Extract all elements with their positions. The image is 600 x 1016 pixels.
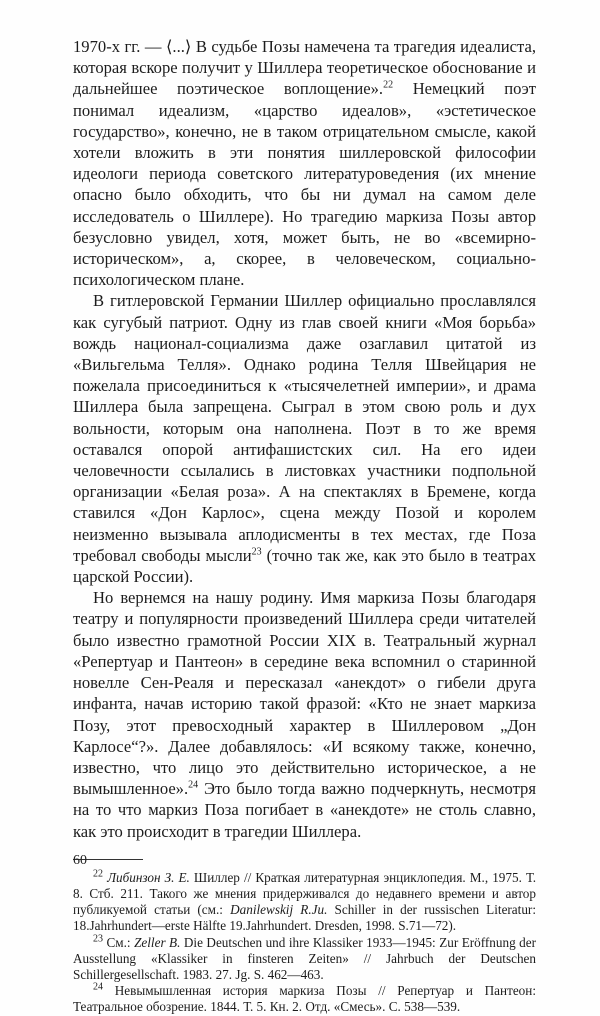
page-number: 60	[73, 853, 87, 868]
author-name: Либинзон З. Е.	[107, 869, 190, 885]
main-text	[73, 36, 536, 842]
footnote-ref[interactable]: 24	[188, 779, 199, 791]
footnote-number: 23	[93, 933, 103, 945]
footnote: $^{24}$ Невымышленная история маркиза Позы // Репертуар и Пантеон: Театральное обозрение. 1844. Т. 5. Кн. 2. Отд. «Смесь». С. 538—539.	[73, 981, 537, 1015]
footnotes	[73, 870, 536, 1016]
footnote-ref[interactable]: 23	[251, 546, 262, 558]
paragraph: 1970-х гг. — ⟨...⟩ В судьбе Позы намечена та трагедия идеалиста, которая вскоре получит у Шиллера теоретическое обоснование и дальнейшее поэтическое воплощение».$^{22}$ Немецкий поэт понимал идеализм, «царство идеалов», «эстетическое государство», конечно, не в таком отрицательном смысле, какой хотели вложить в эти понятия шиллеровской философии идеологи периода советского литературоведения (их мнение опасно было обходить, что бы ни думал на самом деле исследователь о Шиллере). Но трагедию маркиза Позы автор безусловно увидел, хотя, может быть, не во «всемирно-историческом», а, скорее, в человеческом, социально-психологическом плане.	[73, 37, 536, 290]
author-name: Danilewskij R.Ju.	[230, 902, 328, 918]
footnote-number: 22	[93, 868, 103, 880]
footnote-number: 24	[93, 981, 103, 993]
footnote: $^{22}$ Либинзон З. Е. Шиллер // Краткая литературная энциклопедия. М., 1975. Т. 8. Стб. 211. Такого же мнения придерживался до недавнего времени и автор публикуемой статьи (см.: Danilewskij R.Ju. Schiller in der russischen Literatur: 18.Jahrhundert—erste Hälfte 19.Jahrhundert. Dresden, 1998. S.71—72).	[73, 868, 536, 934]
paragraph: Но вернемся на нашу родину. Имя маркиза Позы благодаря театру и популярности произведений Шиллера среди читателей было известно грамотной России XIX в. Театральный журнал «Репертуар и Пантеон» в середине века вспомнил о старинной новелле Сен-Реаля и пересказал «анекдот» о гибели друга инфанта, начав историю такой фразой: «Кто не знает маркиза Позу, этот превосходный характер в Шиллеровом „Дон Карлосе“?». Далее добавлялось: «И всякому также, конечно, известно, что лицо это действительно историческое, а не вымышленное».$^{24}$ Это было тогда важно подчеркнуть, несмотря на то что маркиз Поза погибает в «анекдоте» не столь славно, как это происходит в трагедии Шиллера.	[73, 588, 536, 841]
footnote: $^{23}$ См.: Zeller B. Die Deutschen und ihre Klassiker 1933—1945: Zur Eröffnung der Ausstellung «Klassiker in finsteren Zeiten» // Jahrbuch der Deutschen Schillergesellschaft. 1983. 27. Jg. S. 462—463.	[73, 933, 537, 982]
book-page	[73, 36, 536, 1016]
author-name: Zeller B.	[134, 934, 181, 950]
footnote-ref[interactable]: 22	[383, 79, 394, 91]
paragraph: В гитлеровской Германии Шиллер официально прославлялся как сугубый патриот. Одну из глав своей книги «Моя борьба» вождь национал-социализма даже озаглавил цитатой из «Вильгельма Телля». Однако родина Телля Швейцария не пожелала присоединиться к «тысячелетней империи», и драма Шиллера была запрещена. Сыграл в этом свою роль и дух вольности, которым она наполнена. Поэт в то же время оставался опорой антифашистских сил. На его идеи человечности ссылались в листовках участники подпольной организации «Белая роза». А на спектаклях в Бремене, когда ставился «Дон Карлос», сцена между Позой и королем неизменно вызывала аплодисменты в тех местах, где Поза требовал свободы мысли$^{23}$ (точно так же, как это было в театрах царской России).	[73, 291, 536, 587]
